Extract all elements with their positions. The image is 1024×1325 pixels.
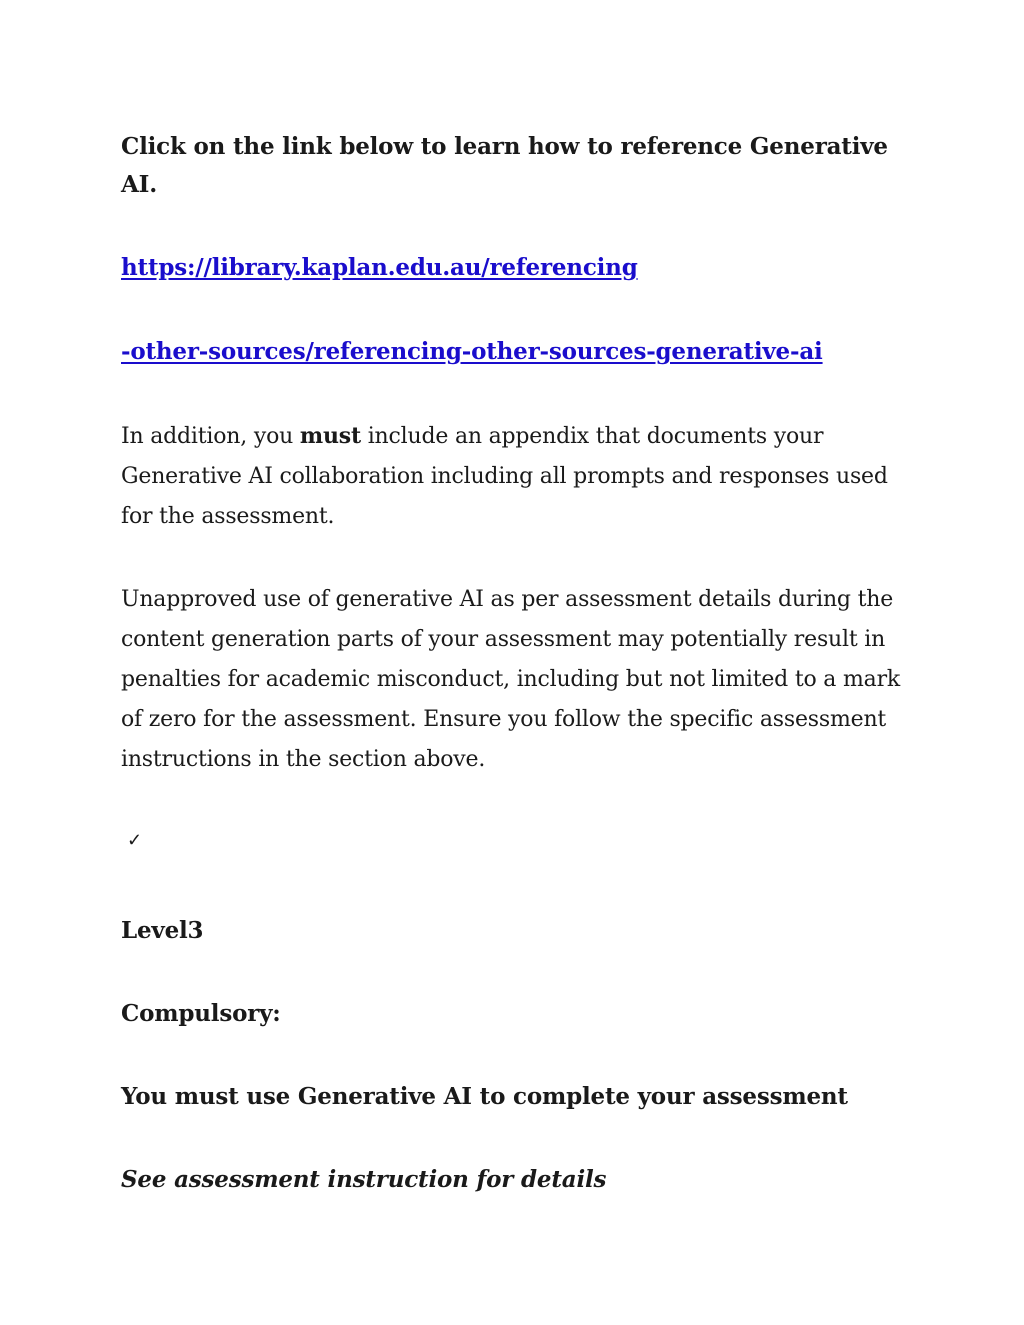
level-title: Level3 [121,917,204,944]
warning-paragraph: Unapproved use of generative AI as per assessment details during the content generation parts of your assessment may potentially result in penalties for academic misconduct, including but not limited to a mark of zero for the assessment. Ensure you follow the specific assessment instructions in the section above. [121,587,901,772]
intro-heading: Click on the link below to learn how to reference Generative AI. [121,133,888,198]
appendix-emphasis: must [299,423,361,449]
requirement-text: You must use Generative AI to complete your assessment [121,1083,848,1110]
reference-link-line-2[interactable]: -other-sources/referencing-other-sources-generative-ai [121,338,823,365]
reference-link-line-1[interactable]: https://library.kaplan.edu.au/referencing [121,254,638,281]
instruction-note: See assessment instruction for details [121,1166,607,1193]
check-mark-icon: ✓ [127,830,143,851]
appendix-suffix: include an appendix that documents your Generative AI collaboration including all prompts and responses used for the assessment. [121,424,888,529]
compulsory-label: Compulsory: [121,1000,281,1027]
appendix-paragraph [121,416,901,537]
appendix-prefix: In addition, you [121,424,300,449]
